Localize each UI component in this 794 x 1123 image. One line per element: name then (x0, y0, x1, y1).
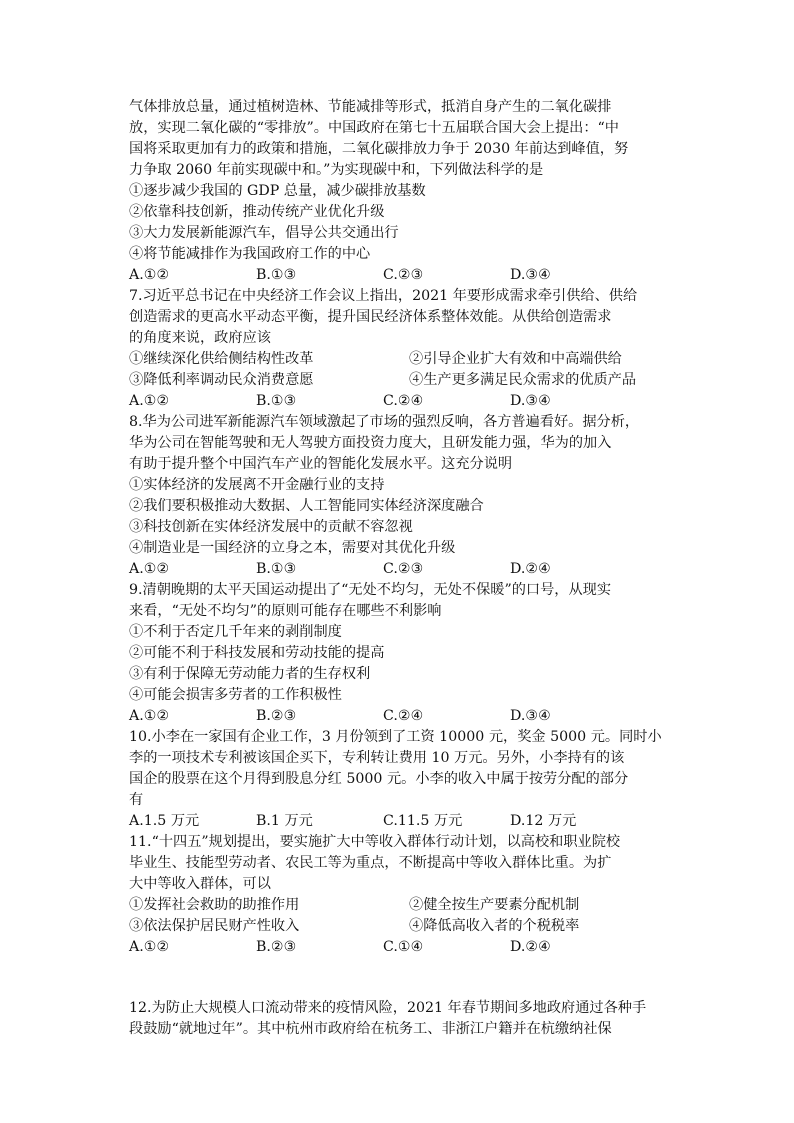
exam-content (129, 97, 685, 1040)
statement-options (129, 895, 685, 937)
answer-choice-c: C.②③ (383, 561, 424, 577)
question-stem-line: 气体排放总量，通过植树造林、节能减排等形式，抵消自身产生的二氧化碳排 (129, 99, 612, 115)
question-stem-line: 华为公司在智能驾驶和无人驾驶方面投资力度大，且研发能力强，华为的加入 (129, 435, 612, 451)
answer-choices (129, 937, 685, 958)
answer-choice-c: C.②④ (383, 708, 424, 724)
question-7 (129, 286, 685, 412)
statement-option: ③科技创新在实体经济发展中的贡献不容忽视 (129, 519, 413, 535)
statement-option: ①不利于否定几千年来的剥削制度 (129, 624, 342, 640)
statement-option: ③大力发展新能源汽车，倡导公共交通出行 (129, 225, 399, 241)
question-8 (129, 412, 685, 580)
statement-option: ②依靠科技创新，推动传统产业优化升级 (129, 204, 385, 220)
statement-option: ③降低利率调动民众消费意愿 (129, 372, 314, 388)
question-stem-line: 国企的股票在这个月得到股息分红 5000 元。小李的收入中属于按劳分配的部分 (129, 771, 629, 787)
answer-choices (129, 706, 685, 727)
answer-choice-b: B.②③ (256, 708, 297, 724)
answer-choice-d: D.②④ (510, 939, 551, 955)
question-stem-line: 毕业生、技能型劳动者、农民工等为重点，不断提高中等收入群体比重。为扩 (129, 855, 612, 871)
statement-option: ④降低高收入者的个税税率 (409, 918, 580, 934)
statement-option: ④可能会损害多劳者的工作积极性 (129, 687, 342, 703)
answer-choice-a: A.①② (129, 393, 170, 409)
question-stem-line: 段鼓励“就地过年”。其中杭州市政府给在杭务工、非浙江户籍并在杭缴纳社保 (129, 1021, 612, 1037)
answer-choices (129, 811, 685, 832)
statement-option: ③有利于保障无劳动能力者的生存权利 (129, 666, 371, 682)
question-9 (129, 580, 685, 727)
question-stem-line: 有助于提升整个中国汽车产业的智能化发展水平。这充分说明 (129, 456, 513, 472)
question-stem-line: 8.华为公司进军新能源汽车领域激起了市场的强烈反响，各方普遍看好。据分析， (129, 414, 640, 430)
answer-choice-a: A.①② (129, 267, 170, 283)
answer-choice-c: C.11.5 万元 (383, 813, 463, 829)
answer-choices (129, 391, 685, 412)
statement-option: ③依法保护居民财产性收入 (129, 918, 300, 934)
question-stem-line: 放，实现二氧化碳的“零排放”。中国政府在第七十五届联合国大会上提出：“中 (129, 120, 619, 136)
answer-choice-b: B.①③ (256, 267, 297, 283)
question-stem-line: 大中等收入群体，可以 (129, 876, 271, 892)
question-stem-line: 有 (129, 792, 144, 808)
statement-option: ④制造业是一国经济的立身之本，需要对其优化升级 (129, 540, 456, 556)
question-stem-line: 10.小李在一家国有企业工作，3 月份领到了工资 10000 元，奖金 5000 元。同时小 (129, 729, 662, 745)
answer-choice-c: C.②③ (383, 267, 424, 283)
statement-options (129, 349, 685, 391)
question-6-continued (129, 97, 685, 286)
question-stem-line: 9.清朝晚期的太平天国运动提出了“无处不均匀，无处不保暖”的口号，从现实 (129, 582, 612, 598)
statement-option: ①发挥社会救助的助推作用 (129, 897, 300, 913)
question-11 (129, 832, 685, 958)
answer-choice-d: D.③④ (510, 267, 551, 283)
question-10 (129, 727, 685, 832)
blank-gap (129, 958, 685, 978)
statement-option: ④将节能减排作为我国政府工作的中心 (129, 246, 371, 262)
answer-choice-a: A.1.5 万元 (129, 813, 200, 829)
question-stem-line: 的角度来说，政府应该 (129, 330, 271, 346)
statement-option: ①逐步减少我国的 GDP 总量，减少碳排放基数 (129, 183, 426, 199)
answer-choice-d: D.③④ (510, 393, 551, 409)
statement-option: ①继续深化供给侧结构性改革 (129, 351, 314, 367)
answer-choice-d: D.12 万元 (510, 813, 577, 829)
question-stem-line: 12.为防止大规模人口流动带来的疫情风险，2021 年春节期间多地政府通过各种手 (129, 1000, 647, 1016)
statement-option: ②引导企业扩大有效和中高端供给 (409, 351, 622, 367)
answer-choice-d: D.③④ (510, 708, 551, 724)
question-stem-line: 创造需求的更高水平动态平衡，提升国民经济体系整体效能。从供给创造需求 (129, 309, 612, 325)
statement-option: ②我们要积极推动大数据、人工智能同实体经济深度融合 (129, 498, 484, 514)
statement-option: ②可能不利于科技发展和劳动技能的提高 (129, 645, 385, 661)
question-stem-line: 力争取 2060 年前实现碳中和。”为实现碳中和，下列做法科学的是 (129, 162, 544, 178)
answer-choice-c: C.①④ (383, 939, 424, 955)
question-stem-line: 11.“十四五”规划提出，要实施扩大中等收入群体行动计划，以高校和职业院校 (129, 834, 621, 850)
answer-choice-d: D.②④ (510, 561, 551, 577)
statement-option: ④生产更多满足民众需求的优质产品 (409, 372, 637, 388)
answer-choice-b: B.1 万元 (256, 813, 313, 829)
question-12 (129, 998, 685, 1040)
blank-gap (129, 978, 685, 998)
answer-choice-c: C.②④ (383, 393, 424, 409)
statement-option: ②健全按生产要素分配机制 (409, 897, 580, 913)
answer-choice-b: B.①③ (256, 393, 297, 409)
answer-choices (129, 265, 685, 286)
answer-choice-a: A.①② (129, 561, 170, 577)
answer-choice-b: B.①③ (256, 561, 297, 577)
question-stem-line: 7.习近平总书记在中央经济工作会议上指出，2021 年要形成需求牵引供给、供给 (129, 288, 638, 304)
answer-choices (129, 559, 685, 580)
question-stem-line: 国将采取更加有力的政策和措施，二氧化碳排放力争于 2030 年前达到峰值，努 (129, 141, 629, 157)
question-stem-line: 李的一项技术专利被该国企买下，专利转让费用 10 万元。另外，小李持有的该 (129, 750, 625, 766)
answer-choice-a: A.①② (129, 939, 170, 955)
question-stem-line: 来看，“无处不均匀”的原则可能存在哪些不利影响 (129, 603, 442, 619)
answer-choice-a: A.①② (129, 708, 170, 724)
answer-choice-b: B.②③ (256, 939, 297, 955)
statement-option: ①实体经济的发展离不开金融行业的支持 (129, 477, 385, 493)
